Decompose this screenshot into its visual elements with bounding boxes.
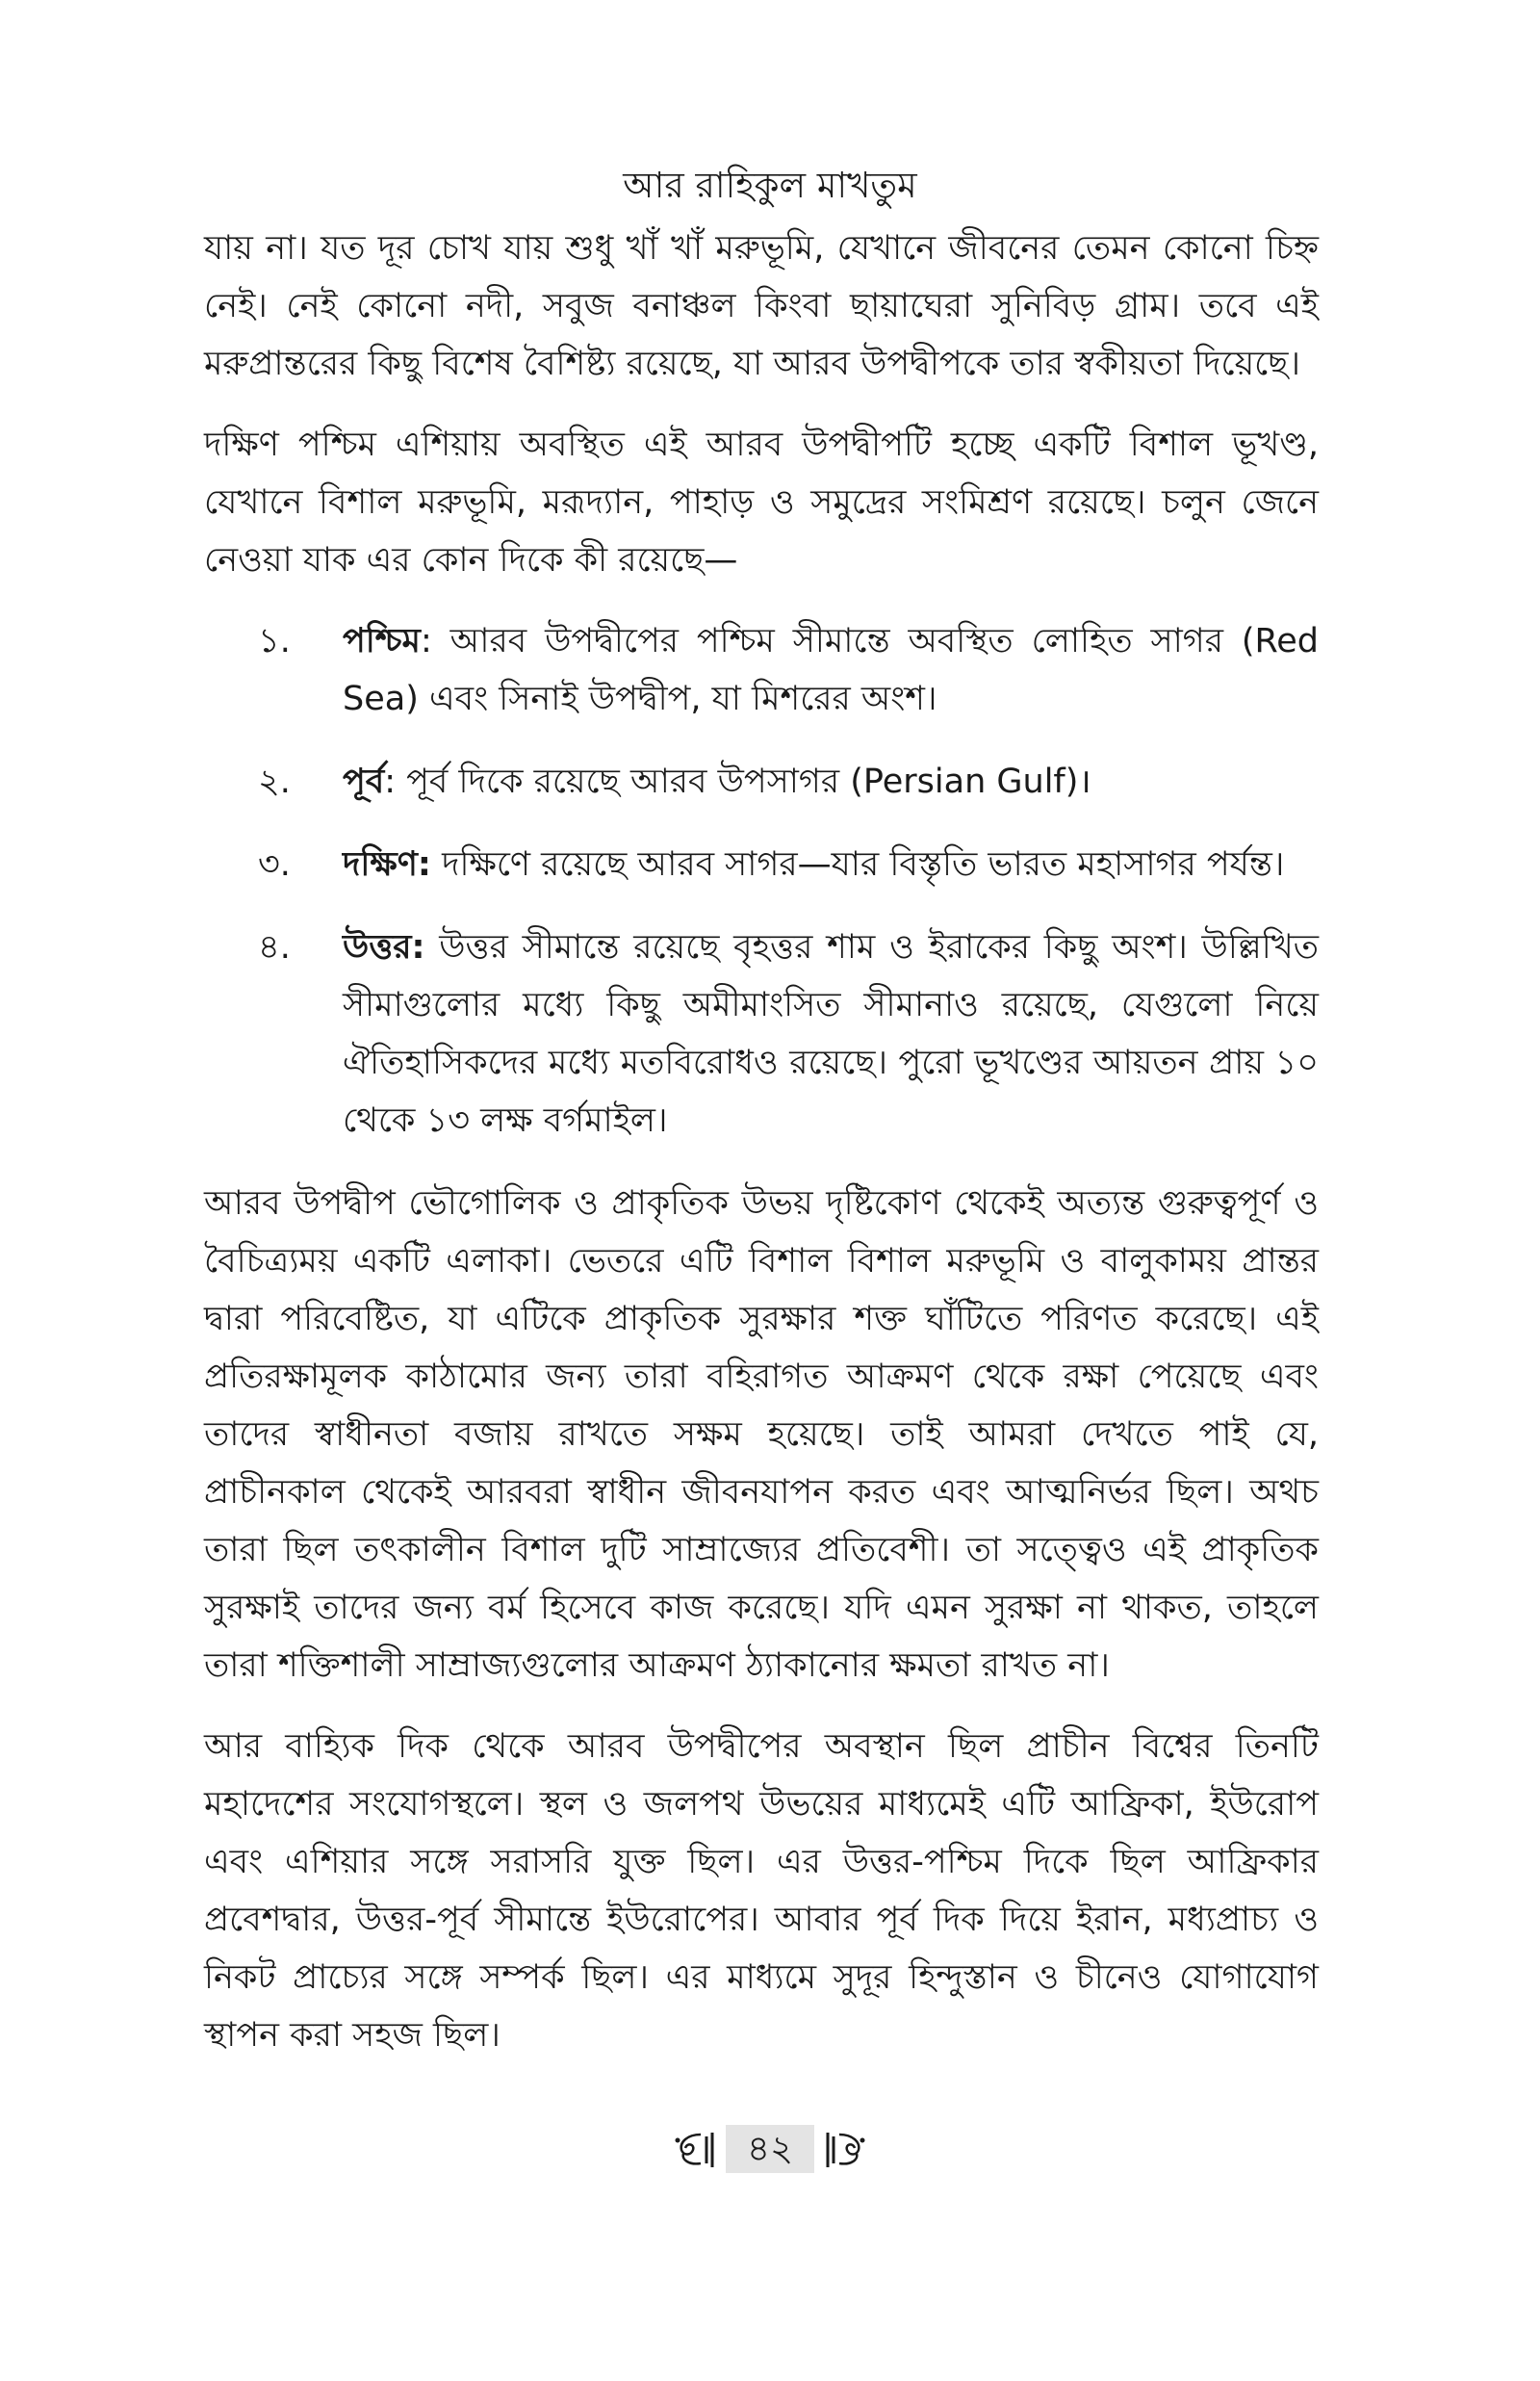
page-body (204, 220, 1319, 2087)
floral-ornament-icon (822, 2127, 870, 2171)
list-number: ৩. (258, 845, 291, 884)
list-number: ৪. (258, 928, 291, 967)
running-header: আর রাহিকুল মাখতুম (623, 165, 917, 206)
paragraph: যায় না। যত দূর চোখ যায় শুধু খাঁ খাঁ মরুভূমি, যেখানে জীবনের তেমন কোনো চিহ্ন নেই। নেই কোনো নদী, সবুজ বনাঞ্চল কিংবা ছায়াঘেরা সুনিবিড় গ্রাম। তবে এই মরুপ্রান্তরের কিছু বিশেষ বৈশিষ্ট্য রয়েছে, যা আরব উপদ্বীপকে তার স্বকীয়তা দিয়েছে। (204, 229, 1319, 383)
list-item (204, 753, 1319, 811)
list-term: উত্তর: (343, 928, 425, 967)
list-item (204, 836, 1319, 893)
list-item (204, 919, 1319, 1150)
list-number: ২. (258, 763, 291, 801)
list-term: পশ্চিম (343, 622, 421, 660)
list-number: ১. (258, 622, 291, 660)
list-term: দক্ষিণ: (343, 845, 431, 884)
list-text: দক্ষিণে রয়েছে আরব সাগর—যার বিস্তৃতি ভারত মহাসাগর পর্যন্ত। (442, 845, 1285, 884)
page-footer (0, 2125, 1540, 2173)
list-separator (431, 845, 442, 884)
floral-ornament-icon (670, 2127, 718, 2171)
list-term: পূর্ব (343, 763, 385, 801)
page-number: ৪২ (726, 2125, 814, 2173)
list-separator: : (420, 622, 450, 660)
list-separator: : (384, 763, 407, 801)
list-text: উত্তর সীমান্তে রয়েছে বৃহত্তর শাম ও ইরাকের কিছু অংশ। উল্লিখিত সীমাগুলোর মধ্যে কিছু অমীমাংসিত সীমানাও রয়েছে, যেগুলো নিয়ে ঐতিহাসিকদের মধ্যে মতবিরোধও রয়েছে। পুরো ভূখণ্ডের আয়তন প্রায় ১০ থেকে ১৩ লক্ষ বর্গমাইল। (343, 928, 1319, 1140)
list-text: পূর্ব দিকে রয়েছে আরব উপসাগর (Persian Gulf)। (406, 763, 1091, 801)
paragraph: আর বাহ্যিক দিক থেকে আরব উপদ্বীপের অবস্থান ছিল প্রাচীন বিশ্বের তিনটি মহাদেশের সংযোগস্থলে। স্থল ও জলপথ উভয়ের মাধ্যমেই এটি আফ্রিকা, ইউরোপ এবং এশিয়ার সঙ্গে সরাসরি যুক্ত ছিল। এর উত্তর-পশ্চিম দিকে ছিল আফ্রিকার প্রবেশদ্বার, উত্তর-পূর্ব সীমান্তে ইউরোপের। আবার পূর্ব দিক দিয়ে ইরান, মধ্যপ্রাচ্য ও নিকট প্রাচ্যের সঙ্গে সম্পর্ক ছিল। এর মাধ্যমে সুদূর হিন্দুস্তান ও চীনেও যোগাযোগ স্থাপন করা সহজ ছিল। (204, 1727, 1319, 2055)
paragraph: আরব উপদ্বীপ ভৌগোলিক ও প্রাকৃতিক উভয় দৃষ্টিকোণ থেকেই অত্যন্ত গুরুত্বপূর্ণ ও বৈচিত্র্যময় একটি এলাকা। ভেতরে এটি বিশাল বিশাল মরুভূমি ও বালুকাময় প্রান্তর দ্বারা পরিবেষ্টিত, যা এটিকে প্রাকৃতিক সুরক্ষার শক্ত ঘাঁটিতে পরিণত করেছে। এই প্রতিরক্ষামূলক কাঠামোর জন্য তারা বহিরাগত আক্রমণ থেকে রক্ষা পেয়েছে এবং তাদের স্বাধীনতা বজায় রাখতে সক্ষম হয়েছে। তাই আমরা দেখতে পাই যে, প্রাচীনকাল থেকেই আরবরা স্বাধীন জীবনযাপন করত এবং আত্মনির্ভর ছিল। অথচ তারা ছিল তৎকালীন বিশাল দুটি সাম্রাজ্যের প্রতিবেশী। তা সত্ত্বেও এই প্রাকৃতিক সুরক্ষাই তাদের জন্য বর্ম হিসেবে কাজ করেছে। যদি এমন সুরক্ষা না থাকত, তাহলে তারা শক্তিশালী সাম্রাজ্যগুলোর আক্রমণ ঠ্যাকানোর ক্ষমতা রাখত না। (204, 1184, 1319, 1685)
list-separator (425, 928, 440, 967)
list-item (204, 612, 1319, 728)
paragraph: দক্ষিণ পশ্চিম এশিয়ায় অবস্থিত এই আরব উপদ্বীপটি হচ্ছে একটি বিশাল ভূখণ্ড, যেখানে বিশাল মরুভূমি, মরূদ্যান, পাহাড় ও সমুদ্রের সংমিশ্রণ রয়েছে। চলুন জেনে নেওয়া যাক এর কোন দিকে কী রয়েছে— (204, 426, 1319, 580)
direction-list (204, 612, 1319, 1150)
list-text: আরব উপদ্বীপের পশ্চিম সীমান্তে অবস্থিত লোহিত সাগর (Red Sea) এবং সিনাই উপদ্বীপ, যা মিশরের অংশ। (343, 622, 1320, 718)
